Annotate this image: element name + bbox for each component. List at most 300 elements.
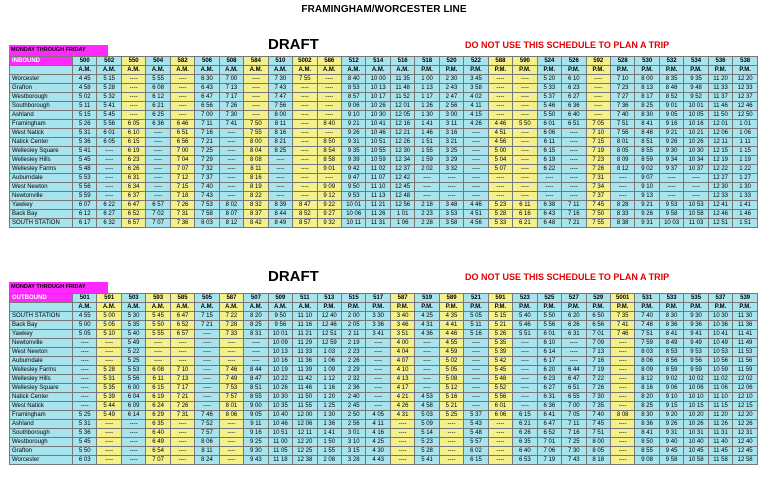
time-cell: 8 53 <box>659 348 683 357</box>
time-cell: 5 48 <box>488 375 512 384</box>
time-cell: 10 59 <box>708 366 732 375</box>
table-row <box>10 429 758 438</box>
time-cell: 12 25 <box>293 447 317 456</box>
time-cell: ---- <box>170 348 194 357</box>
time-cell: 1 50 <box>317 438 341 447</box>
time-cell: 8 09 <box>610 156 634 165</box>
train-number: 507 <box>244 294 268 303</box>
time-cell: ---- <box>513 339 537 348</box>
time-cell: 6 31 <box>537 393 561 402</box>
time-cell: 5 46 <box>537 102 561 111</box>
am-pm-label: A.M. <box>73 303 97 312</box>
time-cell: 2 02 <box>415 165 439 174</box>
time-cell: 8 20 <box>244 312 268 321</box>
time-cell: ---- <box>97 429 121 438</box>
time-cell: 6 11 <box>537 138 561 147</box>
time-cell: 10 30 <box>708 312 732 321</box>
time-cell: 11 26 <box>366 210 390 219</box>
table-row <box>10 156 758 165</box>
time-cell: 6 01 <box>97 129 121 138</box>
table-row <box>10 456 758 465</box>
station-name: Yawkey <box>10 201 73 210</box>
time-cell: 1 06 <box>390 219 414 228</box>
time-cell: 9 30 <box>684 312 708 321</box>
train-number: 521 <box>464 294 488 303</box>
time-cell: 8 11 <box>268 120 292 129</box>
time-cell: ---- <box>244 84 268 93</box>
time-cell: 7 40 <box>610 111 634 120</box>
time-cell: ---- <box>97 438 121 447</box>
train-number: 531 <box>635 294 659 303</box>
time-cell: 4 10 <box>390 366 414 375</box>
time-cell: 12 40 <box>317 312 341 321</box>
header-blank <box>10 66 73 75</box>
time-cell: 11 33 <box>293 348 317 357</box>
time-cell: 9 35 <box>684 75 708 84</box>
time-cell: 7 45 <box>586 420 610 429</box>
time-cell: 12 15 <box>708 147 732 156</box>
time-cell: 6 24 <box>146 402 170 411</box>
time-cell: 5 23 <box>415 438 439 447</box>
table-row <box>10 192 758 201</box>
time-cell: 3 58 <box>439 219 463 228</box>
time-cell: 9 36 <box>684 321 708 330</box>
time-cell: ---- <box>97 420 121 429</box>
time-cell: 9 27 <box>317 210 341 219</box>
time-cell: 10 58 <box>684 210 708 219</box>
time-cell: ---- <box>170 438 194 447</box>
time-cell: 5 05 <box>97 321 121 330</box>
time-cell: 8 16 <box>268 129 292 138</box>
time-cell: 7 53 <box>219 384 243 393</box>
time-cell: 4 31 <box>390 411 414 420</box>
time-cell: 2 50 <box>341 411 365 420</box>
time-cell: ---- <box>219 192 243 201</box>
table-row <box>10 339 758 348</box>
time-cell: ---- <box>488 438 512 447</box>
station-name: Worcester <box>10 75 73 84</box>
time-cell: 6 00 <box>121 384 145 393</box>
time-cell: 7 28 <box>219 321 243 330</box>
am-pm-label: P.M. <box>537 66 561 75</box>
time-cell: 5 25 <box>73 411 97 420</box>
time-cell: 8 55 <box>635 447 659 456</box>
time-cell: 9 08 <box>635 456 659 465</box>
time-cell: 7 55 <box>244 129 268 138</box>
time-cell: 7 10 <box>610 75 634 84</box>
time-cell: 1 01 <box>733 120 758 129</box>
time-cell: 2 11 <box>341 330 365 339</box>
time-cell: 6 22 <box>97 201 121 210</box>
time-cell: 5 36 <box>73 429 97 438</box>
time-cell: 4 51 <box>488 129 512 138</box>
station-name: Wellesley Farms <box>10 366 73 375</box>
time-cell: 5 45 <box>73 438 97 447</box>
time-cell: ---- <box>537 174 561 183</box>
time-cell: ---- <box>97 192 121 201</box>
time-cell: 8 47 <box>293 201 317 210</box>
time-cell: 4 46 <box>464 201 488 210</box>
time-cell: 1 00 <box>415 75 439 84</box>
time-cell: 6 34 <box>121 183 145 192</box>
time-cell: ---- <box>293 120 317 129</box>
time-cell: 8 44 <box>244 366 268 375</box>
time-cell: 11 16 <box>293 321 317 330</box>
time-cell: 11 40 <box>708 438 732 447</box>
time-cell: ---- <box>219 429 243 438</box>
time-cell: 8 36 <box>659 321 683 330</box>
time-cell: ---- <box>317 102 341 111</box>
train-number: 533 <box>659 294 683 303</box>
time-cell: ---- <box>146 339 170 348</box>
time-cell: 7 49 <box>219 375 243 384</box>
train-number: 587 <box>219 294 243 303</box>
time-cell: 9 12 <box>317 192 341 201</box>
time-cell: 8 44 <box>268 210 292 219</box>
table-row <box>10 330 758 339</box>
time-cell: ---- <box>610 348 634 357</box>
train-number: 514 <box>366 57 390 66</box>
time-cell: 6 22 <box>537 165 561 174</box>
time-cell: 9 49 <box>684 339 708 348</box>
time-cell: ---- <box>268 183 292 192</box>
time-cell: 12 51 <box>708 219 732 228</box>
time-cell: 4 53 <box>415 393 439 402</box>
time-cell: ---- <box>121 102 145 111</box>
am-pm-label: P.M. <box>513 66 537 75</box>
time-cell: ---- <box>219 165 243 174</box>
time-cell: ---- <box>170 447 194 456</box>
train-number: 522 <box>464 57 488 66</box>
time-cell: 1 30 <box>733 183 758 192</box>
time-cell: ---- <box>146 165 170 174</box>
time-cell: 7 11 <box>195 120 219 129</box>
time-cell: 4 58 <box>73 84 97 93</box>
time-cell: 2 40 <box>341 393 365 402</box>
time-cell: 6 47 <box>562 375 586 384</box>
time-cell: 12 22 <box>708 165 732 174</box>
page-title: FRAMINGHAM/WORCESTER LINE <box>301 4 467 15</box>
time-cell: 8 11 <box>195 447 219 456</box>
time-cell: 5 40 <box>121 330 145 339</box>
train-number: 5001 <box>610 294 634 303</box>
time-cell: 4 43 <box>366 456 390 465</box>
time-cell: 8 50 <box>317 138 341 147</box>
time-cell: ---- <box>562 129 586 138</box>
time-cell: ---- <box>73 402 97 411</box>
time-cell: 6 40 <box>513 447 537 456</box>
time-cell: ---- <box>317 111 341 120</box>
time-cell: 7 23 <box>586 156 610 165</box>
time-cell: 1 19 <box>733 156 758 165</box>
train-number: 511 <box>293 294 317 303</box>
time-cell: 4 26 <box>464 120 488 129</box>
table-row <box>10 312 758 321</box>
time-cell: ---- <box>464 147 488 156</box>
time-cell: 9 30 <box>244 447 268 456</box>
time-cell: 4 46 <box>488 120 512 129</box>
am-pm-label: P.M. <box>586 66 610 75</box>
time-cell: 7 30 <box>268 75 292 84</box>
am-pm-label: A.M. <box>366 66 390 75</box>
time-cell: 10 41 <box>366 120 390 129</box>
time-cell: 12 51 <box>317 330 341 339</box>
time-cell: 12 33 <box>708 192 732 201</box>
time-cell: 7 21 <box>195 321 219 330</box>
time-cell: 12 46 <box>733 102 758 111</box>
time-cell: 11 10 <box>293 312 317 321</box>
time-cell: 6 05 <box>121 120 145 129</box>
time-cell: 12 42 <box>390 174 414 183</box>
time-cell: 8 40 <box>341 75 365 84</box>
time-cell: ---- <box>562 339 586 348</box>
time-cell: ---- <box>170 429 194 438</box>
time-cell: ---- <box>170 420 194 429</box>
time-cell: 12 31 <box>733 429 758 438</box>
time-cell: 2 56 <box>341 420 365 429</box>
am-pm-label: P.M. <box>610 303 634 312</box>
time-cell: ---- <box>390 456 414 465</box>
station-name: SOUTH STATION <box>10 312 73 321</box>
time-cell: ---- <box>464 366 488 375</box>
time-cell: ---- <box>219 156 243 165</box>
time-cell: 9 26 <box>635 210 659 219</box>
am-pm-label: A.M. <box>170 66 194 75</box>
time-cell: 12 20 <box>733 75 758 84</box>
time-cell: ---- <box>219 174 243 183</box>
time-cell: 3 25 <box>439 147 463 156</box>
am-pm-label: P.M. <box>562 303 586 312</box>
table-row <box>10 174 758 183</box>
warning-outbound: DO NOT USE THIS SCHEDULE TO PLAN A TRIP <box>465 272 670 282</box>
train-number: 520 <box>439 57 463 66</box>
time-cell: 7 16 <box>562 210 586 219</box>
time-cell: ---- <box>121 84 145 93</box>
time-cell: 7 13 <box>219 84 243 93</box>
time-cell: 5 00 <box>97 312 121 321</box>
time-cell: ---- <box>464 174 488 183</box>
time-cell: 9 20 <box>659 411 683 420</box>
time-cell: 7 23 <box>610 84 634 93</box>
time-cell: 7 29 <box>195 156 219 165</box>
time-cell: 5 31 <box>73 420 97 429</box>
time-cell: 5 02 <box>73 93 97 102</box>
time-cell: 7 27 <box>610 93 634 102</box>
time-cell: 8 20 <box>635 393 659 402</box>
time-cell: 8 00 <box>586 438 610 447</box>
time-cell: 1 15 <box>733 147 758 156</box>
time-cell: 10 58 <box>684 456 708 465</box>
time-cell: 10 19 <box>268 366 292 375</box>
am-pm-label: A.M. <box>244 303 268 312</box>
time-cell: 5 21 <box>488 321 512 330</box>
table-row <box>10 219 758 228</box>
time-cell: 6 01 <box>537 120 561 129</box>
time-cell: 9 16 <box>659 120 683 129</box>
time-cell: 1 41 <box>733 201 758 210</box>
time-cell: ---- <box>219 339 243 348</box>
time-cell: ---- <box>513 129 537 138</box>
time-cell: ---- <box>244 75 268 84</box>
time-cell: 5 56 <box>97 120 121 129</box>
station-name: Back Bay <box>10 321 73 330</box>
time-cell: ---- <box>586 75 610 84</box>
time-cell: ---- <box>146 147 170 156</box>
time-cell: 10 26 <box>268 384 292 393</box>
time-cell: 10 37 <box>684 165 708 174</box>
time-cell: 5 23 <box>488 201 512 210</box>
time-cell: 11 53 <box>733 348 758 357</box>
time-cell: 6 52 <box>170 321 194 330</box>
am-pm-label: P.M. <box>659 66 683 75</box>
train-number: 586 <box>317 57 341 66</box>
station-name: Ashland <box>10 420 73 429</box>
time-cell: 2 56 <box>439 102 463 111</box>
time-cell: 12 30 <box>708 183 732 192</box>
time-cell: 9 30 <box>659 147 683 156</box>
time-cell: 7 13 <box>586 348 610 357</box>
time-cell: 9 31 <box>635 219 659 228</box>
time-cell: 6 16 <box>513 210 537 219</box>
table-row <box>10 357 758 366</box>
time-cell: 12 37 <box>390 165 414 174</box>
time-cell: ---- <box>415 183 439 192</box>
time-cell: ---- <box>415 192 439 201</box>
time-cell: 11 00 <box>268 438 292 447</box>
time-cell: 5 36 <box>73 138 97 147</box>
train-number: 501 <box>73 294 97 303</box>
time-cell: 6 56 <box>170 138 194 147</box>
time-cell: 11 36 <box>293 357 317 366</box>
table-row <box>10 348 758 357</box>
time-cell: 4 25 <box>366 438 390 447</box>
time-cell: 7 26 <box>219 102 243 111</box>
time-cell: ---- <box>121 93 145 102</box>
time-cell: 5 07 <box>488 165 512 174</box>
time-cell: ---- <box>195 357 219 366</box>
time-cell: 10 35 <box>268 402 292 411</box>
am-pm-label: A.M. <box>390 66 414 75</box>
time-cell: 4 56 <box>464 219 488 228</box>
time-cell: ---- <box>586 102 610 111</box>
time-cell: 12 45 <box>733 447 758 456</box>
time-cell: 12 48 <box>390 192 414 201</box>
time-cell: 7 43 <box>268 84 292 93</box>
time-cell: ---- <box>219 438 243 447</box>
time-cell: ---- <box>293 192 317 201</box>
time-cell: 7 16 <box>586 357 610 366</box>
time-cell: ---- <box>610 357 634 366</box>
time-cell: 4 21 <box>390 393 414 402</box>
time-cell: 7 25 <box>562 438 586 447</box>
time-cell: 8 25 <box>268 147 292 156</box>
inbound-direction-label: INBOUND <box>10 57 73 66</box>
time-cell: ---- <box>562 192 586 201</box>
time-cell: 6 21 <box>513 420 537 429</box>
time-cell: 7 33 <box>219 330 243 339</box>
time-cell: ---- <box>97 357 121 366</box>
am-pm-label: A.M. <box>121 303 145 312</box>
time-cell: 7 35 <box>610 312 634 321</box>
time-cell: 5 05 <box>73 330 97 339</box>
time-cell: 11 50 <box>708 111 732 120</box>
table-row <box>10 420 758 429</box>
station-name: Natick Center <box>10 393 73 402</box>
time-cell: 5 55 <box>146 75 170 84</box>
time-cell: 7 10 <box>170 366 194 375</box>
time-cell: 5 50 <box>537 312 561 321</box>
time-cell: ---- <box>610 420 634 429</box>
time-cell: 10 05 <box>684 111 708 120</box>
time-cell: 6 23 <box>562 84 586 93</box>
time-cell: 12 20 <box>293 438 317 447</box>
table-row <box>10 93 758 102</box>
time-cell: ---- <box>684 174 708 183</box>
am-pm-label: A.M. <box>219 66 243 75</box>
time-cell: 4 17 <box>390 384 414 393</box>
time-cell: 10 01 <box>684 102 708 111</box>
time-cell: 8 35 <box>659 75 683 84</box>
time-cell: 9 50 <box>268 312 292 321</box>
time-cell: 4 35 <box>439 312 463 321</box>
time-cell: 8 03 <box>635 348 659 357</box>
table-row <box>10 375 758 384</box>
time-cell: 10 10 <box>684 393 708 402</box>
time-cell: 6 26 <box>562 321 586 330</box>
am-pm-label: A.M. <box>268 66 292 75</box>
time-cell: 4 16 <box>366 429 390 438</box>
time-cell: 12 59 <box>317 339 341 348</box>
time-cell: 5 33 <box>537 84 561 93</box>
time-cell: 8 31 <box>244 330 268 339</box>
time-cell: ---- <box>562 183 586 192</box>
time-cell: 7 56 <box>268 102 292 111</box>
time-cell: ---- <box>366 384 390 393</box>
time-cell: 9 16 <box>244 429 268 438</box>
time-cell: 1 59 <box>415 156 439 165</box>
time-cell: 6 35 <box>513 438 537 447</box>
time-cell: 7 37 <box>586 192 610 201</box>
time-cell: 7 06 <box>537 447 561 456</box>
table-row <box>10 129 758 138</box>
time-cell: 4 59 <box>439 348 463 357</box>
time-cell: 10 15 <box>684 402 708 411</box>
am-pm-label: P.M. <box>708 66 732 75</box>
time-cell: 12 38 <box>293 456 317 465</box>
time-cell: ---- <box>464 183 488 192</box>
time-cell: 5 14 <box>415 429 439 438</box>
time-cell: 8 22 <box>244 192 268 201</box>
time-cell: 12 56 <box>390 201 414 210</box>
time-cell: 1 55 <box>415 147 439 156</box>
time-cell: ---- <box>146 192 170 201</box>
time-cell: ---- <box>219 147 243 156</box>
time-cell: 2 36 <box>341 384 365 393</box>
am-pm-label: A.M. <box>195 66 219 75</box>
time-cell: 5 37 <box>464 411 488 420</box>
time-cell: 1 22 <box>733 165 758 174</box>
time-cell: 6 10 <box>121 129 145 138</box>
time-cell: 4 55 <box>439 339 463 348</box>
time-cell: 12 06 <box>733 384 758 393</box>
time-cell: 8 46 <box>635 129 659 138</box>
time-cell: 12 26 <box>390 138 414 147</box>
time-cell: 10 02 <box>684 375 708 384</box>
time-cell: ---- <box>390 420 414 429</box>
time-cell: ---- <box>219 129 243 138</box>
am-pm-label: P.M. <box>415 66 439 75</box>
train-number: 592 <box>586 57 610 66</box>
